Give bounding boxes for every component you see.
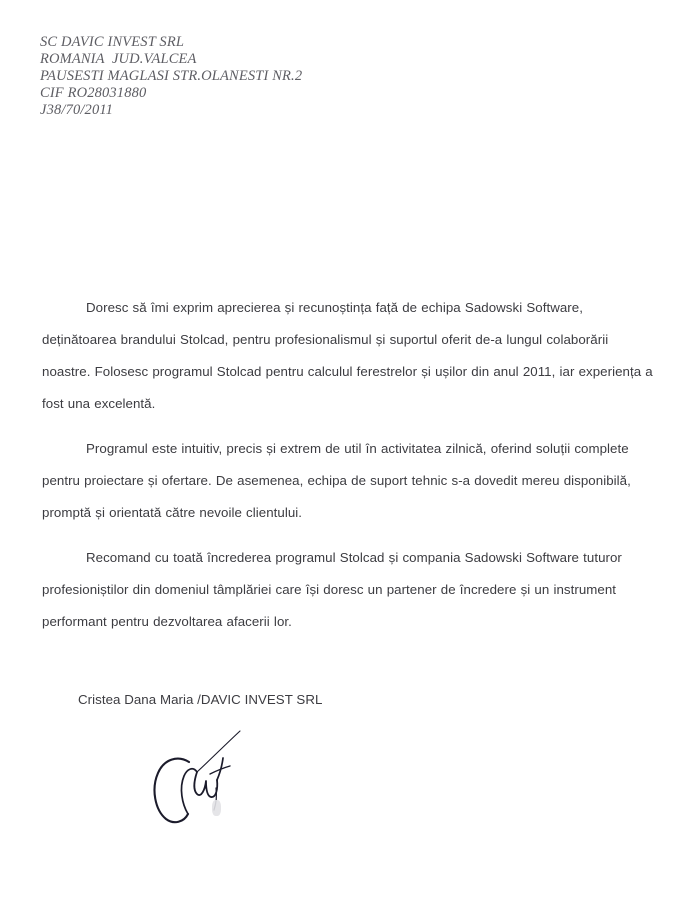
handwritten-signature-icon xyxy=(148,726,258,831)
scan-smudge-artifact xyxy=(212,800,221,816)
letterhead-line-cif: CIF RO28031880 xyxy=(40,85,147,101)
body-paragraph-2: Programul este intuitiv, precis și extrem de util în activitatea zilnică, oferind soluții complete pentru proiectare și ofertare. De asemenea, echipa de suport tehnic s-a dovedit mereu disponibilă, promptă și orientată către nevoile clientului. xyxy=(42,441,631,520)
letterhead-line-registry: J38/70/2011 xyxy=(40,102,114,118)
letterhead-line-company: SC DAVIC INVEST SRL xyxy=(40,34,185,50)
signature-block xyxy=(78,690,638,710)
letterhead xyxy=(40,34,470,119)
letterhead-line-region: ROMANIA JUD.VALCEA xyxy=(40,51,197,67)
letterhead-line-address: PAUSESTI MAGLASI STR.OLANESTI NR.2 xyxy=(40,68,303,84)
body-paragraph-1: Doresc să îmi exprim aprecierea și recunoștința față de echipa Sadowski Software, deținătoarea brandului Stolcad, pentru profesionalismul și suportul oferit de-a lungul colaborării noastre. Folosesc programul Stolcad pentru calculul ferestrelor și ușilor din anul 2011, iar experiența a fost una excelentă. xyxy=(42,300,653,411)
signer-name-line: Cristea Dana Maria /DAVIC INVEST SRL xyxy=(78,692,323,707)
body-paragraph-3: Recomand cu toată încrederea programul Stolcad și compania Sadowski Software tuturor profesioniștilor din domeniul tâmplăriei care își doresc un partener de încredere și un instrument performant pentru dezvoltarea afacerii lor. xyxy=(42,550,622,629)
letter-body xyxy=(42,292,660,638)
